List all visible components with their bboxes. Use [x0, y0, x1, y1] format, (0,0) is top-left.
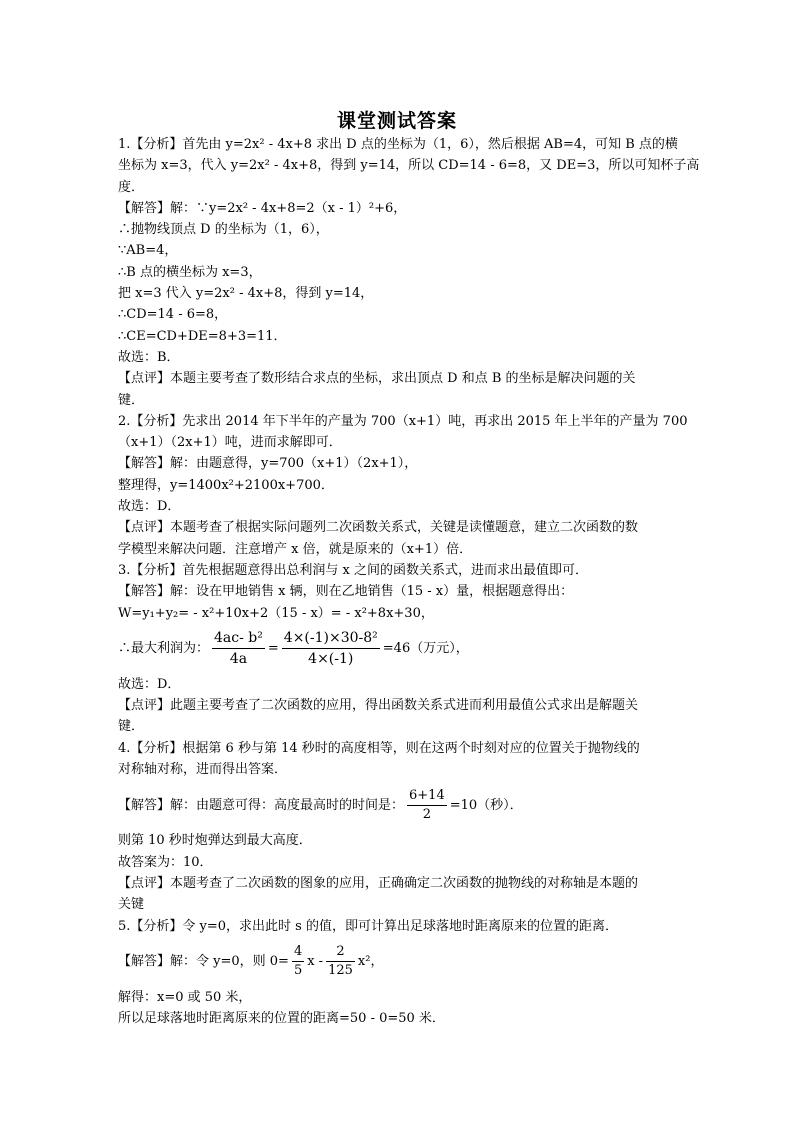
text-line: 【点评】本题考查了二次函数的图象的应用，正确确定二次函数的抛物线的对称轴是本题的: [118, 875, 639, 891]
text-line: 对称轴对称，进而得出答案．: [118, 762, 288, 778]
text-line: 键．: [118, 719, 145, 735]
text-line: 【解答】解：由题意得，y=700（x+1）（2x+1），: [118, 456, 418, 472]
text-line: 关键: [118, 897, 145, 913]
text-line: 【点评】此题主要考查了二次函数的应用，得出函数关系式进而利用最值公式求出是解题关: [118, 698, 639, 714]
fraction-numerator: 6+14: [407, 787, 447, 806]
text-line: ∴抛物线顶点 D 的坐标为（1，6），: [118, 222, 329, 238]
formula-middle: x -: [307, 954, 324, 970]
text-line: 故选：D．: [118, 499, 181, 515]
fraction-numerator: 4: [292, 943, 304, 962]
text-line: 坐标为 x=3，代入 y=2x² - 4x+8，得到 y=14，所以 CD=14 - 6=8，又 DE=3，所以可知杯子高: [118, 158, 700, 174]
text-line: 故答案为：10．: [118, 854, 213, 870]
formula-result: =10（秒）．: [449, 797, 523, 813]
text-line: 则第 10 秒时炮弹达到最大高度．: [118, 833, 312, 849]
text-line: 【点评】本题主要考查了数形结合求点的坐标，求出顶点 D 和点 B 的坐标是解决问题的关: [118, 371, 636, 387]
formula-prefix: 【解答】解：令 y=0，则 0=: [118, 954, 289, 970]
answer-content: [118, 134, 700, 1029]
text-line: ∴CD=14 - 6=8，: [118, 307, 228, 323]
text-line: 整理得，y=1400x²+2100x+700．: [118, 477, 334, 493]
vertex-formula-fraction: [212, 628, 265, 669]
fraction-denominator: 4a: [229, 651, 248, 668]
coefficient-fraction-1: [292, 943, 304, 980]
fraction-numerator: 4×(-1)×30-8²: [282, 628, 380, 649]
text-line: 解得：x=0 或 50 米，: [118, 989, 252, 1005]
text-line: W=y₁+y₂= - x²+10x+2（15 - x）= - x²+8x+30，: [118, 605, 434, 621]
text-line: ∴B 点的横坐标为 x=3，: [118, 264, 262, 280]
text-line: ∵AB=4，: [118, 243, 178, 259]
formula-prefix: 【解答】解：由题意可得：高度最高时的时间是：: [118, 797, 405, 813]
q3-max-profit-formula: [118, 624, 680, 674]
equals-sign: =: [267, 641, 279, 657]
text-line: 故选：B．: [118, 349, 180, 365]
page-title: 课堂测试答案: [336, 110, 457, 132]
fraction-denominator: 4×(-1): [308, 651, 354, 668]
text-line: 度．: [118, 179, 145, 195]
text-line: 3.【分析】首先根据题意得出总利润与 x 之间的函数关系式，进而求出最值即可．: [118, 562, 589, 578]
fraction-numerator: 4ac- b²: [212, 628, 265, 649]
text-line: 【解答】解：设在甲地销售 x 辆，则在乙地销售（15 - x）量，根据题意得出：: [118, 584, 574, 600]
text-line: 学模型来解决问题．注意增产 x 倍，就是原来的（x+1）倍．: [118, 541, 473, 557]
text-line: 键．: [118, 392, 145, 408]
formula-result: =46（万元），: [382, 641, 469, 657]
text-line: 【点评】本题考查了根据实际问题列二次函数关系式，关键是读懂题意，建立二次函数的数: [118, 520, 639, 536]
text-line: 5.【分析】令 y=0，求出此时 s 的值，即可计算出足球落地时距离原来的位置的距离．: [118, 918, 618, 934]
text-line: 2.【分析】先求出 2014 年下半年的产量为 700（x+1）吨，再求出 2015 年上半年的产量为 700: [118, 413, 688, 429]
fraction-denominator: 2: [422, 806, 432, 822]
text-line: （x+1）（2x+1）吨，进而求解即可．: [118, 435, 342, 451]
formula-result: x²，: [357, 954, 384, 970]
text-line: 故选：D．: [118, 676, 181, 692]
text-line: 4.【分析】根据第 6 秒与第 14 秒时的高度相等，则在这两个时刻对应的位置关于抛物线的: [118, 740, 640, 756]
text-line: ∴CE=CD+DE=8+3=11．: [118, 328, 287, 344]
q4-time-formula: [118, 780, 680, 830]
text-line: 1.【分析】首先由 y=2x² - 4x+8 求出 D 点的坐标为（1，6），然后根据 AB=4，可知 B 点的横: [118, 137, 678, 152]
text-line: 【解答】解：∵y=2x² - 4x+8=2（x - 1）²+6，: [118, 200, 407, 216]
q5-equation: [118, 937, 680, 987]
fraction-numerator: 2: [326, 943, 355, 962]
fraction-denominator: 125: [328, 963, 353, 979]
substituted-fraction: [282, 628, 380, 669]
time-fraction: [407, 787, 447, 824]
text-line: 所以足球落地时距离原来的位置的距离=50 - 0=50 米．: [118, 1011, 445, 1027]
formula-prefix: ∴最大利润为：: [118, 641, 210, 657]
text-line: 把 x=3 代入 y=2x² - 4x+8，得到 y=14，: [118, 286, 374, 302]
coefficient-fraction-2: [326, 943, 355, 980]
fraction-denominator: 5: [293, 963, 303, 979]
